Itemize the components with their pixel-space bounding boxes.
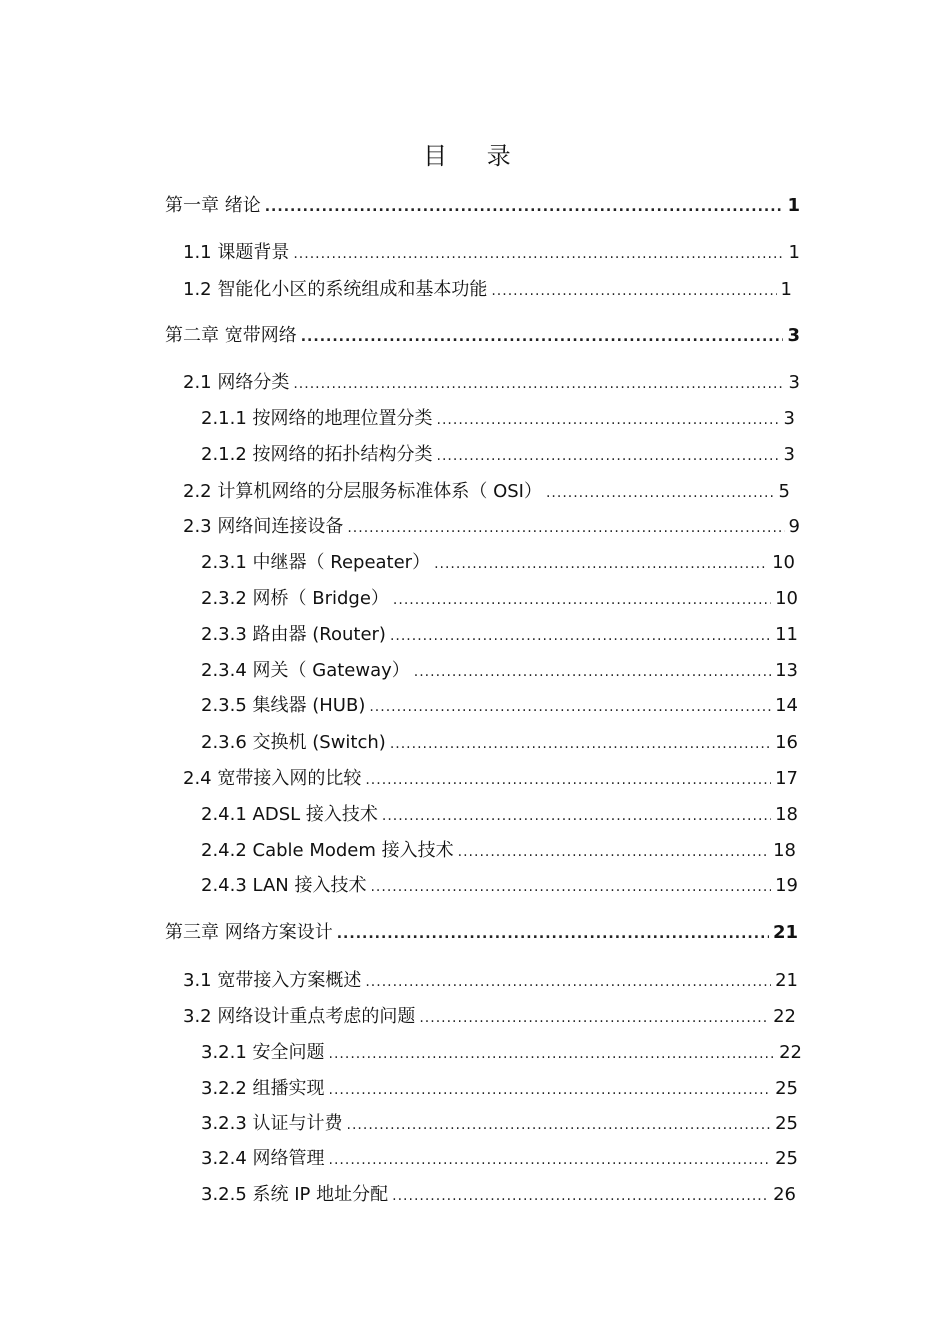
toc-entry-label: 3.2 网络设计重点考虑的问题 [183, 1006, 416, 1027]
toc-entry[interactable] [183, 479, 790, 505]
toc-entry-page: 5 [778, 481, 790, 502]
dot-leader [370, 874, 771, 900]
dot-leader [390, 731, 771, 757]
toc-entry-page: 18 [775, 804, 798, 825]
toc-entry-page: 25 [775, 1078, 798, 1099]
dot-leader [365, 767, 771, 793]
toc-entry-page: 16 [775, 732, 798, 753]
toc-entry-page: 14 [775, 695, 798, 716]
dot-leader [329, 1041, 776, 1067]
dot-leader [301, 324, 784, 350]
toc-entry[interactable] [201, 658, 798, 684]
toc-entry-page: 19 [775, 875, 798, 896]
toc-entry-page: 9 [788, 516, 800, 537]
toc-entry-page: 25 [775, 1113, 798, 1134]
toc-entry[interactable] [201, 1111, 798, 1137]
toc-entry[interactable] [201, 1040, 802, 1066]
dot-leader [458, 839, 769, 865]
toc-entry-page: 26 [773, 1184, 796, 1205]
toc-entry-label: 3.2.1 安全问题 [201, 1042, 325, 1063]
dot-leader [419, 1005, 769, 1031]
toc-entry-page: 1 [788, 242, 800, 263]
toc-entry-label: 3.2.5 系统 IP 地址分配 [201, 1184, 389, 1205]
toc-entry-label: 2.1.2 按网络的拓扑结构分类 [201, 444, 433, 465]
toc-title: 目 录 [423, 142, 527, 170]
toc-entry-page: 17 [775, 768, 798, 789]
toc-entry-label: 3.2.3 认证与计费 [201, 1113, 343, 1134]
dot-leader [437, 407, 780, 433]
toc-entry-page: 1 [780, 279, 792, 300]
toc-entry[interactable] [183, 766, 798, 792]
toc-entry-label: 2.3.1 中继器（ Repeater） [201, 552, 431, 573]
dot-leader [329, 1147, 772, 1173]
toc-entry[interactable] [201, 442, 795, 468]
toc-entry[interactable] [201, 693, 798, 719]
toc-entry-page: 10 [775, 588, 798, 609]
dot-leader [491, 278, 776, 304]
toc-entry-label: 3.1 宽带接入方案概述 [183, 970, 362, 991]
toc-entry[interactable] [165, 323, 800, 349]
toc-entry-label: 2.3 网络间连接设备 [183, 516, 344, 537]
dot-leader [329, 1077, 772, 1103]
dot-leader [293, 371, 784, 397]
toc-entry-label: 2.3.2 网桥（ Bridge） [201, 588, 389, 609]
toc-entry[interactable] [183, 968, 798, 994]
toc-entry-page: 3 [783, 408, 795, 429]
toc-entry-label: 2.3.4 网关（ Gateway） [201, 660, 410, 681]
toc-entry-label: 2.3.5 集线器 (HUB) [201, 695, 366, 716]
dot-leader [347, 515, 784, 541]
toc-entry[interactable] [165, 920, 798, 946]
toc-entry-page: 10 [772, 552, 795, 573]
toc-entry[interactable] [183, 370, 800, 396]
dot-leader [392, 1183, 769, 1209]
toc-entry-label: 第三章 网络方案设计 [165, 922, 333, 943]
toc-entry[interactable] [201, 730, 798, 756]
toc-entry-label: 第二章 宽带网络 [165, 325, 297, 346]
toc-entry-page: 25 [775, 1148, 798, 1169]
toc-entry-label: 第一章 绪论 [165, 195, 261, 216]
toc-entry[interactable] [201, 838, 796, 864]
toc-entry[interactable] [201, 1076, 798, 1102]
toc-entry[interactable] [183, 240, 800, 266]
toc-entry-label: 2.4.1 ADSL 接入技术 [201, 804, 378, 825]
dot-leader [337, 921, 769, 947]
dot-leader [265, 194, 784, 220]
toc-entry[interactable] [201, 1182, 796, 1208]
toc-entry-label: 1.1 课题背景 [183, 242, 290, 263]
toc-entry-page: 1 [787, 195, 800, 216]
dot-leader [390, 623, 771, 649]
toc-entry-page: 13 [775, 660, 798, 681]
toc-entry[interactable] [201, 406, 795, 432]
toc-entry[interactable] [183, 277, 792, 303]
toc-entry-label: 3.2.2 组播实现 [201, 1078, 325, 1099]
toc-entry-page: 21 [772, 922, 798, 943]
toc-entry-page: 22 [779, 1042, 802, 1063]
toc-entry-label: 2.3.3 路由器 (Router) [201, 624, 386, 645]
dot-leader [365, 969, 771, 995]
toc-entry-page: 3 [787, 325, 800, 346]
toc-entry-page: 3 [783, 444, 795, 465]
toc-entry[interactable] [201, 586, 798, 612]
toc-entry-page: 3 [788, 372, 800, 393]
dot-leader [369, 694, 771, 720]
dot-leader [347, 1112, 772, 1138]
dot-leader [414, 659, 771, 685]
toc-entry[interactable] [201, 550, 795, 576]
toc-entry-label: 1.2 智能化小区的系统组成和基本功能 [183, 279, 488, 300]
toc-entry-label: 3.2.4 网络管理 [201, 1148, 325, 1169]
toc-entry-page: 22 [773, 1006, 796, 1027]
toc-entry-label: 2.2 计算机网络的分层服务标准体系（ OSI） [183, 481, 542, 502]
toc-entry[interactable] [201, 802, 798, 828]
dot-leader [434, 551, 768, 577]
dot-leader [293, 241, 784, 267]
toc-entry-label: 2.1.1 按网络的地理位置分类 [201, 408, 433, 429]
dot-leader [393, 587, 771, 613]
toc-entry-label: 2.4 宽带接入网的比较 [183, 768, 362, 789]
dot-leader [382, 803, 771, 829]
toc-entry-label: 2.3.6 交换机 (Switch) [201, 732, 386, 753]
toc-entry[interactable] [201, 873, 798, 899]
toc-entry[interactable] [165, 193, 800, 219]
toc-entry[interactable] [201, 622, 798, 648]
toc-entry-label: 2.4.3 LAN 接入技术 [201, 875, 367, 896]
dot-leader [546, 480, 775, 506]
toc-entry-page: 18 [773, 840, 796, 861]
toc-entry-page: 11 [775, 624, 798, 645]
toc-entry[interactable] [201, 1146, 798, 1172]
dot-leader [437, 443, 780, 469]
toc-entry-label: 2.4.2 Cable Modem 接入技术 [201, 840, 454, 861]
toc-entry[interactable] [183, 1004, 796, 1030]
toc-entry-page: 21 [775, 970, 798, 991]
toc-entry-label: 2.1 网络分类 [183, 372, 290, 393]
toc-entry[interactable] [183, 514, 800, 540]
